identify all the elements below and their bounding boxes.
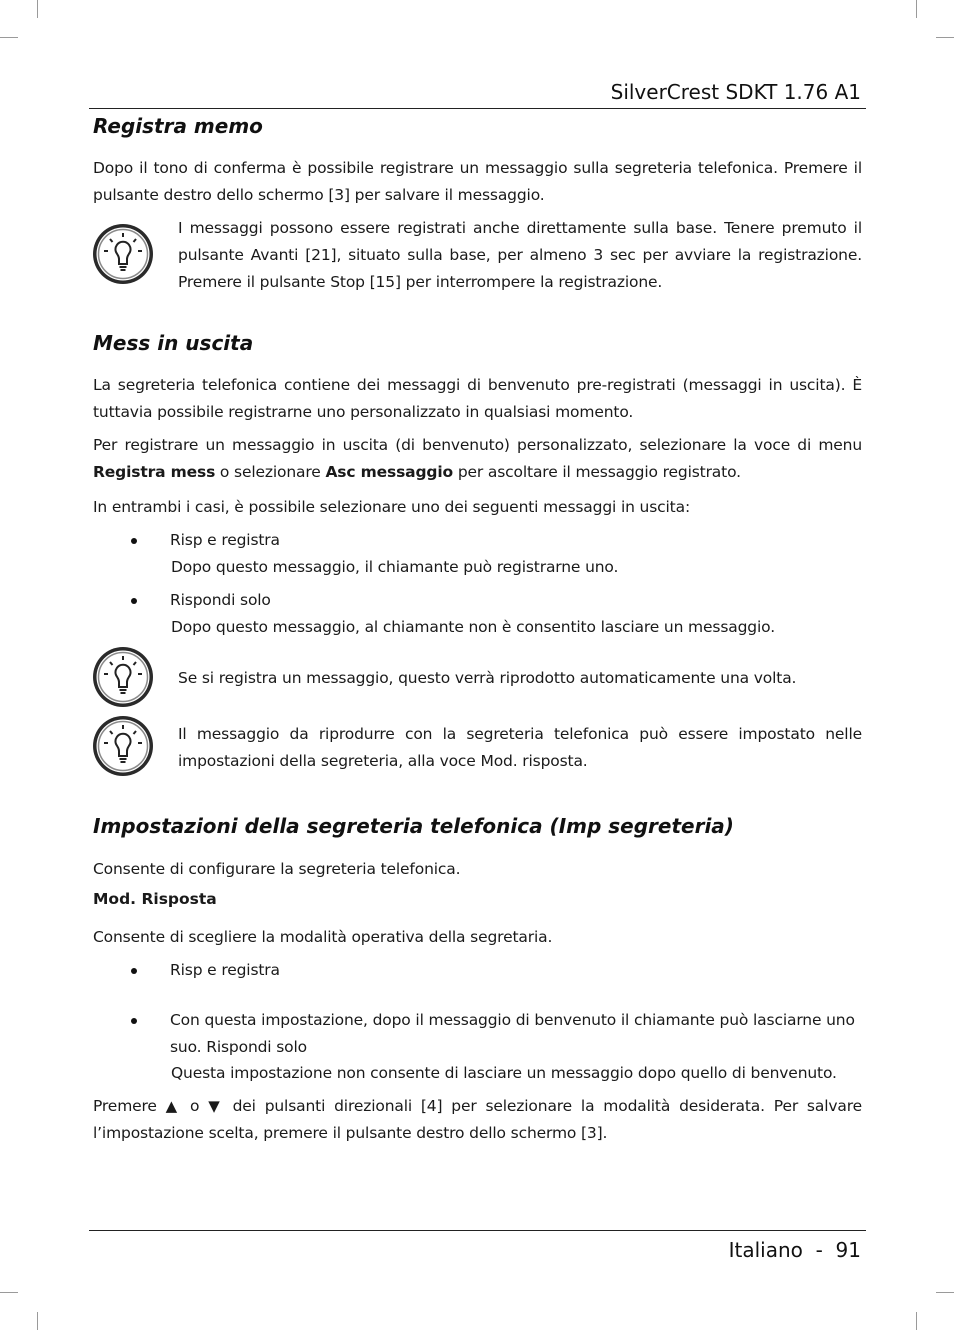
document-header-title: SilverCrest SDKT 1.76 A1 xyxy=(610,80,861,104)
text-span: o xyxy=(181,1097,209,1115)
bullet-dot xyxy=(131,1018,137,1024)
menu-term-asc-messaggio: Asc messaggio xyxy=(325,463,454,481)
lightbulb-icon xyxy=(91,645,155,709)
bullet-description: Dopo questo messaggio, il chiamante può registrarne uno. xyxy=(171,558,619,576)
crop-mark xyxy=(916,0,917,18)
page-number: Italiano - 91 xyxy=(728,1238,861,1262)
bullet-dot xyxy=(131,968,137,974)
subsection-title-mod-risposta: Mod. Risposta xyxy=(93,890,217,908)
crop-mark xyxy=(936,37,954,38)
text-span: Per registrare un messaggio in uscita (di benvenuto) personalizzato, selezionare la voce di menu xyxy=(93,436,862,454)
section-title-registra-memo: Registra memo xyxy=(93,114,263,138)
paragraph: La segreteria telefonica contiene dei messaggi di benvenuto pre-registrati (messaggi in uscita). È tuttavia possibile registrarne uno personalizzato in qualsiasi momento. xyxy=(93,376,862,421)
text-span: o selezionare xyxy=(215,463,326,481)
section-title-mess-in-uscita: Mess in uscita xyxy=(93,331,254,355)
section-title-imp-segreteria: Impostazioni della segreteria telefonica (Imp segreteria) xyxy=(93,814,734,838)
lightbulb-icon xyxy=(91,222,155,286)
note-text: I messaggi possono essere registrati anche direttamente sulla base. Tenere premuto il pulsante Avanti [21], situato sulla base, per almeno 3 sec per avviare la registrazione. Premere il pulsante Stop [15] per interrompere la registrazione. xyxy=(178,219,862,291)
crop-mark xyxy=(37,0,38,18)
bullet-label: Risp e registra xyxy=(170,961,280,979)
crop-mark xyxy=(916,1312,917,1330)
paragraph xyxy=(93,1093,862,1147)
text-span: per ascoltare il messaggio registrato. xyxy=(453,463,741,481)
footer-rule xyxy=(89,1230,866,1231)
bullet-dot xyxy=(131,598,137,604)
down-arrow-icon: ▼ xyxy=(208,1097,224,1115)
bullet-label: Risp e registra xyxy=(170,531,280,549)
crop-mark xyxy=(37,1312,38,1330)
bullet-label: Rispondi solo xyxy=(170,591,271,609)
menu-term-registra-mess: Registra mess xyxy=(93,463,216,481)
bullet-description: Dopo questo messaggio, al chiamante non è consentito lasciare un messaggio. xyxy=(171,618,775,636)
bullet-dot xyxy=(131,538,137,544)
note-text: Se si registra un messaggio, questo verrà riprodotto automaticamente una volta. xyxy=(178,669,797,687)
bullet-label: Con questa impostazione, dopo il messaggio di benvenuto il chiamante può lasciarne uno suo. Rispondi solo xyxy=(170,1011,855,1056)
paragraph xyxy=(93,432,862,486)
paragraph: Dopo il tono di conferma è possibile registrare un messaggio sulla segreteria telefonica. Premere il pulsante destro dello schermo [3] per salvare il messaggio. xyxy=(93,159,862,204)
note-text: Il messaggio da riprodurre con la segreteria telefonica può essere impostato nelle impostazioni della segreteria, alla voce Mod. risposta. xyxy=(178,725,862,770)
paragraph: Consente di configurare la segreteria telefonica. xyxy=(93,860,461,878)
crop-mark xyxy=(0,37,18,38)
crop-mark xyxy=(0,1292,18,1293)
crop-mark xyxy=(936,1292,954,1293)
up-arrow-icon: ▲ xyxy=(165,1097,182,1115)
bullet-description: Questa impostazione non consente di lasciare un messaggio dopo quello di benvenuto. xyxy=(171,1064,837,1082)
paragraph: Consente di scegliere la modalità operativa della segretaria. xyxy=(93,928,553,946)
text-span: dei pulsanti direzionali [4] per selezionare la modalità desiderata. Per salvare l’impostazione scelta, premere il pulsante destro dello schermo [3]. xyxy=(93,1097,862,1142)
text-span: Premere xyxy=(93,1097,166,1115)
paragraph: In entrambi i casi, è possibile selezionare uno dei seguenti messaggi in uscita: xyxy=(93,498,691,516)
header-rule xyxy=(89,108,866,109)
lightbulb-icon xyxy=(91,714,155,778)
